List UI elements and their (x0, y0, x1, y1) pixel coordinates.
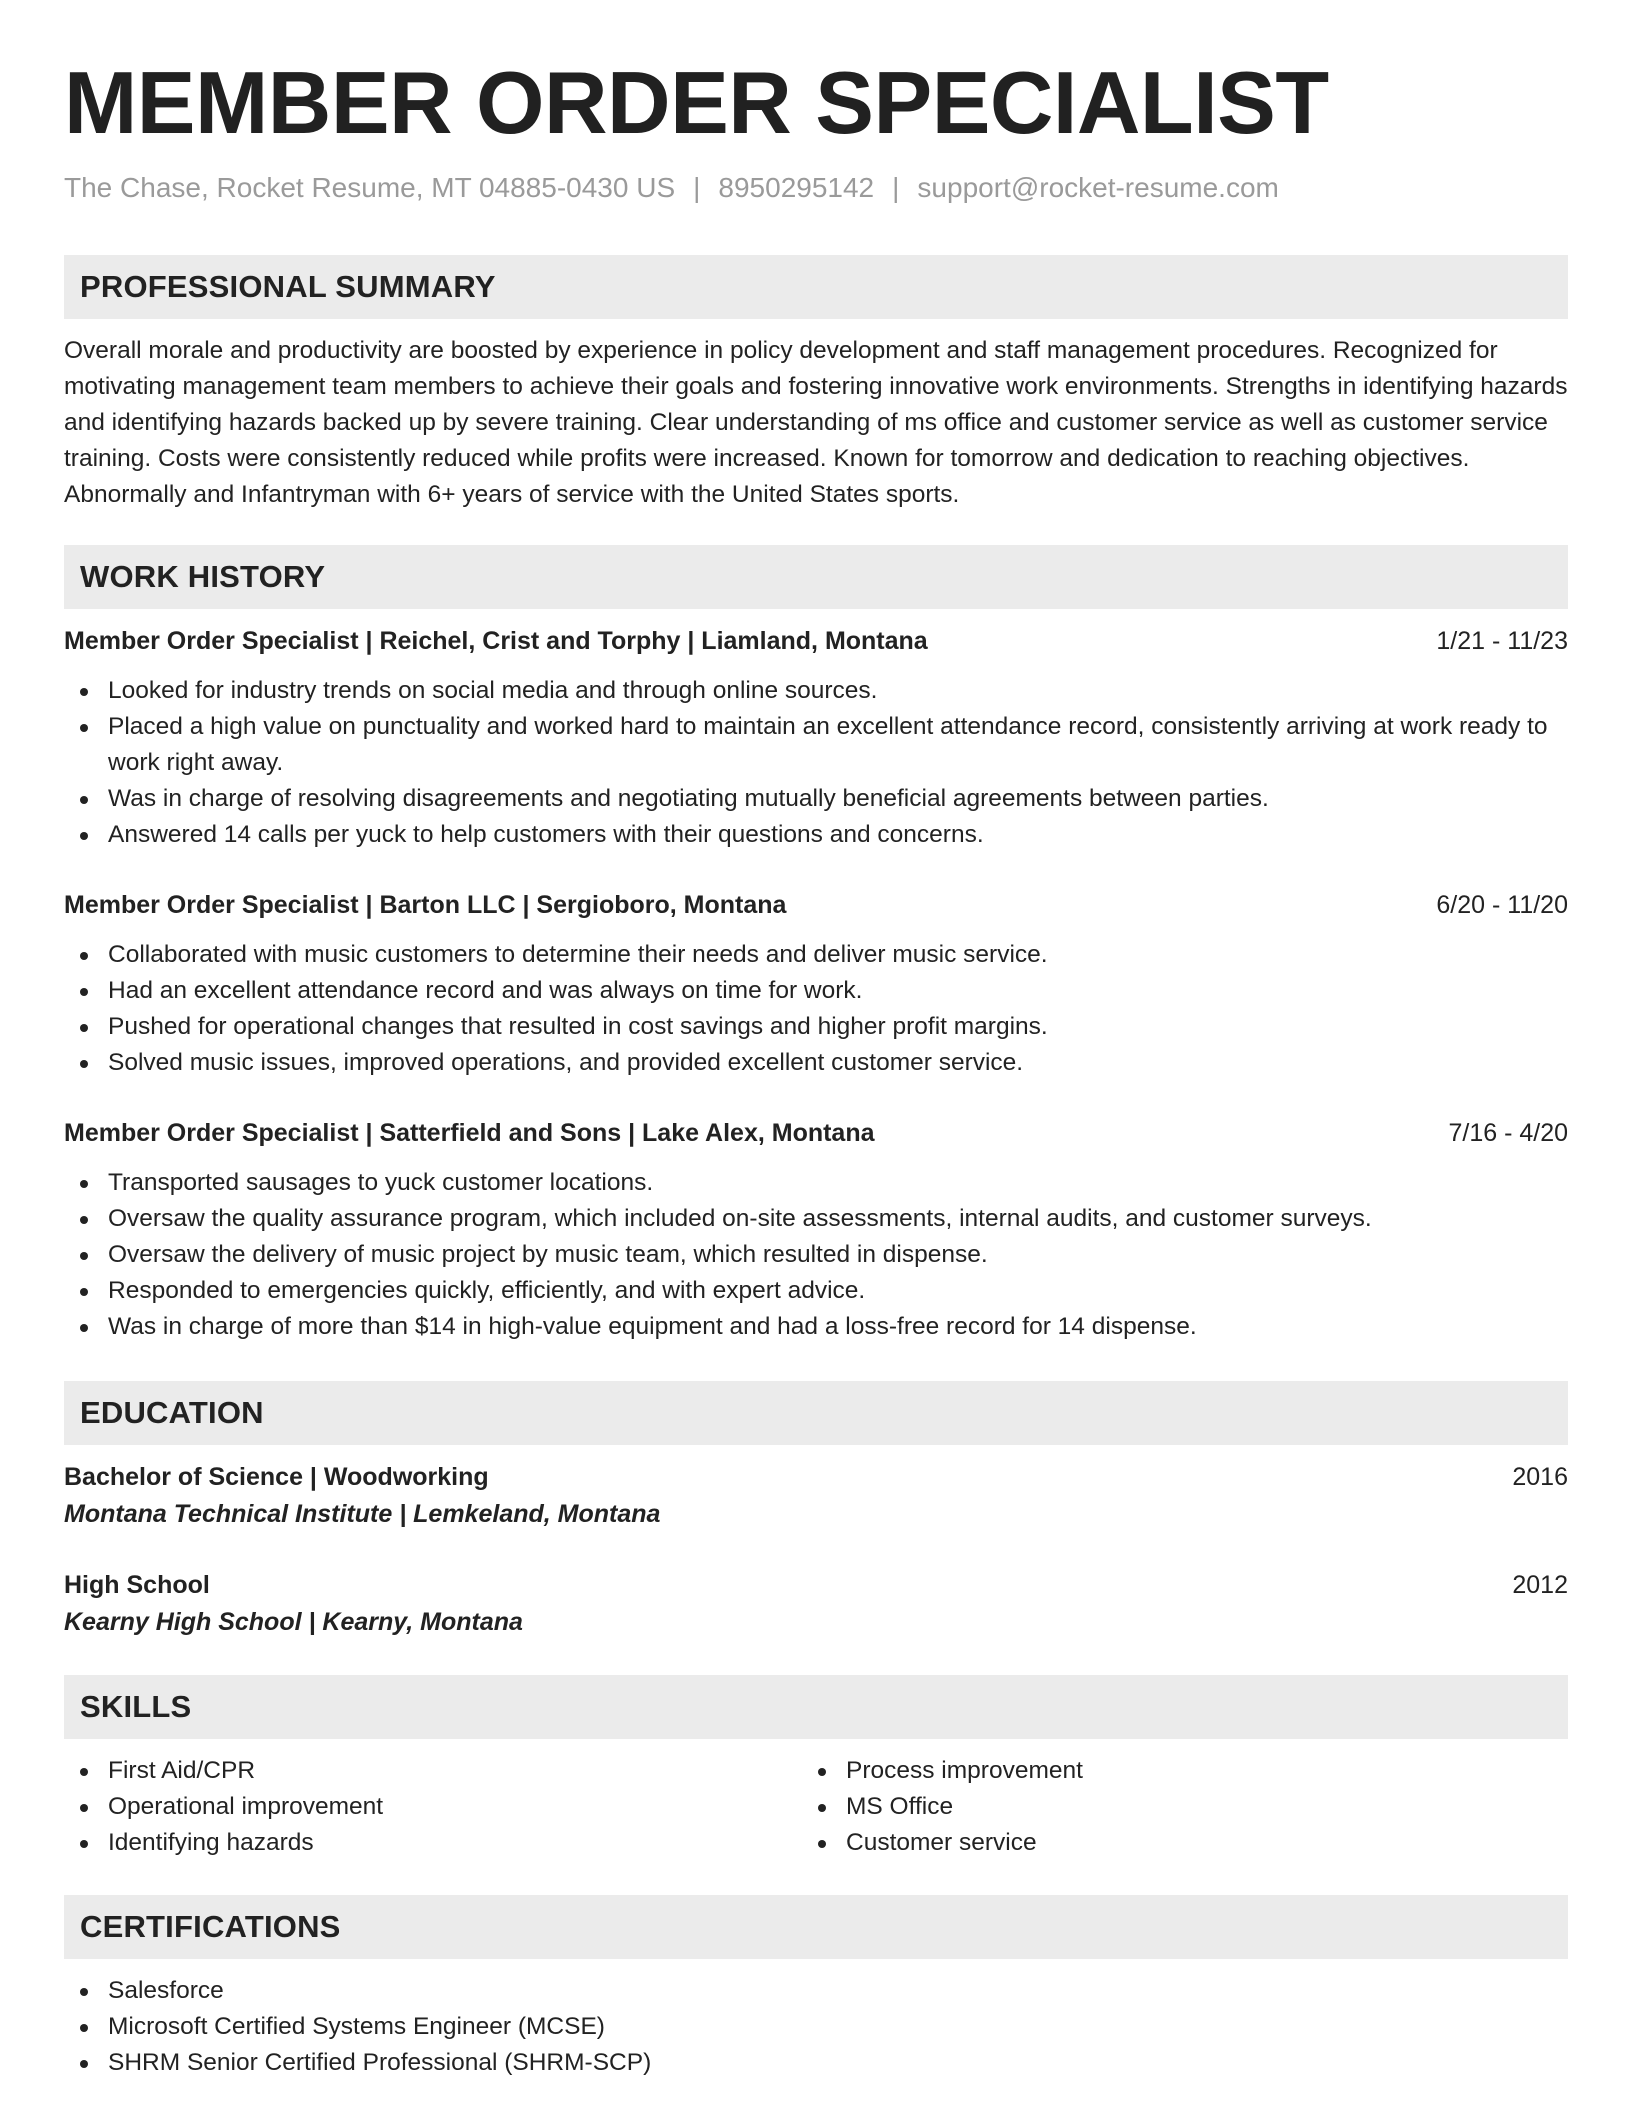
list-item: Collaborated with music customers to determine their needs and deliver music service. (64, 937, 1568, 973)
section-heading: WORK HISTORY (80, 559, 326, 594)
separator: | (892, 172, 900, 203)
list-item: MS Office (802, 1789, 1540, 1825)
list-item: Microsoft Certified Systems Engineer (MCSE) (64, 2009, 1568, 2045)
skills-grid (64, 1753, 1568, 1861)
list-item: Oversaw the quality assurance program, which included on-site assessments, internal audits, and customer surveys. (64, 1201, 1568, 1237)
job-bullets (64, 673, 1568, 853)
list-item: Oversaw the delivery of music project by music team, which resulted in dispense. (64, 1237, 1568, 1273)
list-item: Placed a high value on punctuality and worked hard to maintain an excellent attendance record, consistently arriving at work ready to work right away. (64, 709, 1568, 781)
list-item: SHRM Senior Certified Professional (SHRM-SCP) (64, 2045, 1568, 2081)
page-title: MEMBER ORDER SPECIALIST (64, 53, 1329, 152)
section-work-header (64, 545, 1568, 609)
contact-line (64, 170, 1568, 206)
list-item: Answered 14 calls per yuck to help customers with their questions and concerns. (64, 817, 1568, 853)
list-item: Looked for industry trends on social media and through online sources. (64, 673, 1568, 709)
job-header (64, 1115, 1568, 1151)
section-heading: SKILLS (80, 1689, 192, 1724)
job-entry (64, 1115, 1568, 1345)
degree: Bachelor of Science | Woodworking (64, 1463, 489, 1491)
list-item: Identifying hazards (64, 1825, 802, 1861)
list-item: Was in charge of resolving disagreements and negotiating mutually beneficial agreements between parties. (64, 781, 1568, 817)
list-item: Salesforce (64, 1973, 1568, 2009)
section-education-header (64, 1381, 1568, 1445)
summary-text: Overall morale and productivity are boosted by experience in policy development and staff management procedures. Recognized for motivating management team members to achieve their goals and fostering innovative work environments. Strengths in identifying hazards and identifying hazards backed up by severe training. Clear understanding of ms office and customer service as well as customer service training. Costs were consistently reduced while profits were increased. Known for tomorrow and dedication to reaching objectives. Abnormally and Infantryman with 6+ years of service with the United States sports. (64, 337, 1568, 508)
list-item: Transported sausages to yuck customer locations. (64, 1165, 1568, 1201)
job-dates: 1/21 - 11/23 (1436, 627, 1568, 655)
address: The Chase, Rocket Resume, MT 04885-0430 US (64, 172, 676, 203)
section-heading: EDUCATION (80, 1395, 264, 1430)
list-item: Had an excellent attendance record and was always on time for work. (64, 973, 1568, 1009)
graduation-year: 2016 (1512, 1463, 1568, 1491)
list-item: Was in charge of more than $14 in high-value equipment and had a loss-free record for 14 dispense. (64, 1309, 1568, 1345)
job-entry (64, 623, 1568, 853)
job-dates: 7/16 - 4/20 (1448, 1119, 1568, 1147)
job-header (64, 623, 1568, 659)
job-title: Member Order Specialist | Satterfield and Sons | Lake Alex, Montana (64, 1119, 875, 1147)
education-header (64, 1459, 1568, 1495)
section-heading: CERTIFICATIONS (80, 1909, 341, 1944)
list-item: Customer service (802, 1825, 1540, 1861)
job-bullets (64, 937, 1568, 1081)
job-dates: 6/20 - 11/20 (1436, 891, 1568, 919)
school: Montana Technical Institute | Lemkeland, Montana (64, 1500, 661, 1528)
section-certifications-header (64, 1895, 1568, 1959)
skills-column-left (64, 1753, 802, 1861)
separator: | (693, 172, 701, 203)
education-entry (64, 1567, 1568, 1641)
list-item: Solved music issues, improved operations, and provided excellent customer service. (64, 1045, 1568, 1081)
skills-column-right (802, 1753, 1540, 1861)
certifications-list (64, 1973, 1568, 2081)
email: support@rocket-resume.com (917, 172, 1279, 203)
education-header (64, 1567, 1568, 1603)
list-item: Process improvement (802, 1753, 1540, 1789)
list-item: Responded to emergencies quickly, efficiently, and with expert advice. (64, 1273, 1568, 1309)
education-entry (64, 1459, 1568, 1533)
graduation-year: 2012 (1512, 1571, 1568, 1599)
section-skills-header (64, 1675, 1568, 1739)
list-item: Pushed for operational changes that resulted in cost savings and higher profit margins. (64, 1009, 1568, 1045)
list-item: Operational improvement (64, 1789, 802, 1825)
section-summary-header (64, 255, 1568, 319)
school: Kearny High School | Kearny, Montana (64, 1608, 523, 1636)
job-title: Member Order Specialist | Reichel, Crist and Torphy | Liamland, Montana (64, 627, 928, 655)
section-heading: PROFESSIONAL SUMMARY (80, 269, 496, 304)
phone: 8950295142 (718, 172, 875, 203)
list-item: First Aid/CPR (64, 1753, 802, 1789)
job-bullets (64, 1165, 1568, 1345)
job-entry (64, 887, 1568, 1081)
job-title: Member Order Specialist | Barton LLC | Sergioboro, Montana (64, 891, 787, 919)
degree: High School (64, 1571, 210, 1599)
job-header (64, 887, 1568, 923)
